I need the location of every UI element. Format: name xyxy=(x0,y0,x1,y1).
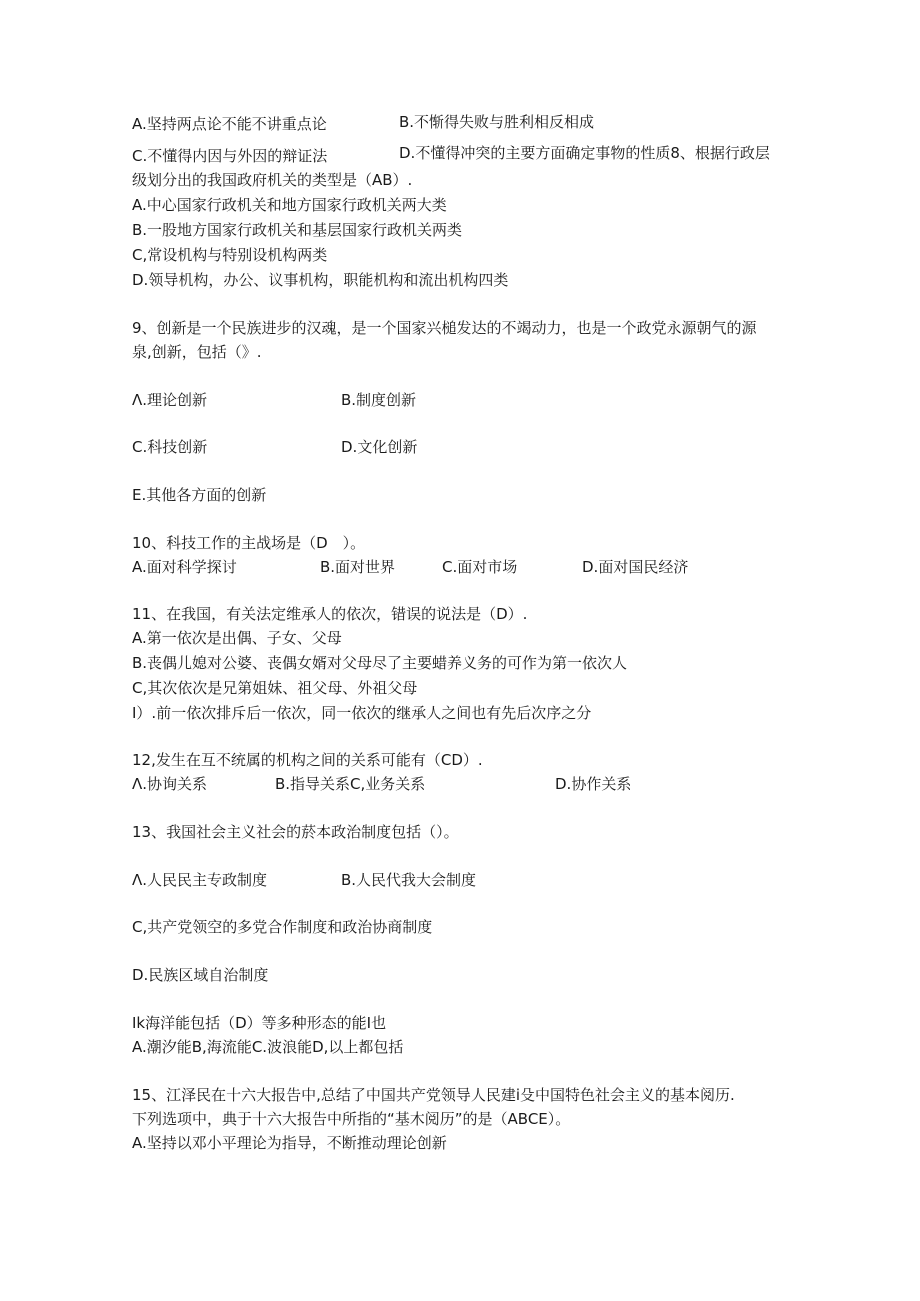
option-line: B.面对世界 xyxy=(320,558,396,576)
option-line: A.第一依次是出偶、子女、父母 xyxy=(132,629,342,647)
question-text: 12,发生在互不统属的机构之间的关系可能有（CD）. xyxy=(132,751,483,769)
question-text: 11、在我国，有关法定维承人的依次，错误的说法是（D）. xyxy=(132,605,528,623)
option-line: A.中心国家行政机关和地方国家行政机关两大类 xyxy=(132,196,447,214)
option-line: E.其他各方面的创新 xyxy=(132,486,267,504)
option-line: D.领导机构，办公、议事机构，职能机构和流出机构四类 xyxy=(132,271,509,289)
option-line: B.人民代我大会制度 xyxy=(341,871,477,889)
option-line: B.丧偶儿媳对公婆、丧偶女婿对父母尽了主要蜡养义务的可作为第一依次人 xyxy=(132,654,628,672)
option-line: D.协作关系 xyxy=(555,775,632,793)
question-text: 13、我国社会主义社会的菸本政治制度包括（）。 xyxy=(132,823,459,841)
option-line: C,常设机构与特别设机构两类 xyxy=(132,246,328,264)
option-line: C.科技创新 xyxy=(132,438,208,456)
option-line: B.指导关系C,业务关系 xyxy=(275,775,426,793)
option-line: D.文化创新 xyxy=(341,438,418,456)
option-line: A.潮汐能B,海流能C.波浪能D,以上都包括 xyxy=(132,1038,404,1056)
question-text: 15、江泽民在十六大报告中,总结了中国共产党领导人民建i殳中国特色社会主义的基本阅历. xyxy=(132,1086,735,1104)
option-line: I）.前一依次排斥后一依次，同一依次的继承人之间也有先后次序之分 xyxy=(132,704,592,722)
option-line: B.一股地方国家行政机关和基层国家行政机关两类 xyxy=(132,221,463,239)
option-line: B.制度创新 xyxy=(341,391,417,409)
option-line: A.坚持两点论不能不讲重点论 xyxy=(132,115,327,133)
question-text: Ik海洋能包括（D）等多种形态的能I也 xyxy=(132,1014,387,1032)
question-text: 9、创新是一个民族进步的汉魂，是一个国家兴槌发达的不竭动力，也是一个政党永源朝气的源 xyxy=(132,319,757,337)
option-line: B.不惭得失败与胜利相反相成 xyxy=(399,113,595,131)
option-line: D.面对国民经济 xyxy=(582,558,689,576)
question-text: 泉,创新，包括（》. xyxy=(132,343,262,361)
option-line: C.面对市场 xyxy=(442,558,518,576)
option-line: D.民族区域自治制度 xyxy=(132,966,269,984)
option-line: Λ.理论创新 xyxy=(132,391,208,409)
option-line: C,共产党领空的多党合作制度和政治协商制度 xyxy=(132,918,433,936)
option-line: Λ.协询关系 xyxy=(132,775,208,793)
option-line: C,其次依次是兄第姐妹、祖父母、外祖父母 xyxy=(132,679,418,697)
option-line: Λ.人民民主专政制度 xyxy=(132,871,268,889)
option-line: A.坚持以邓小平理论为指导，不断推动理论创新 xyxy=(132,1134,447,1152)
question-text: 级划分出的我国政府机关的类型是（AB）. xyxy=(132,171,413,189)
question-text: 下列选项中，典于十六大报告中所指的“基木阅历”的是（ABCE）。 xyxy=(132,1110,571,1128)
question-text: 10、科技工作的主战场是（D ）。 xyxy=(132,534,366,552)
option-line: D.不懂得冲突的主要方面确定事物的性质8、根据行政层 xyxy=(399,144,770,162)
option-line: A.面对科学探讨 xyxy=(132,558,237,576)
option-line-clipped: C.不懂得内因与外因的辩证法 xyxy=(132,147,328,165)
